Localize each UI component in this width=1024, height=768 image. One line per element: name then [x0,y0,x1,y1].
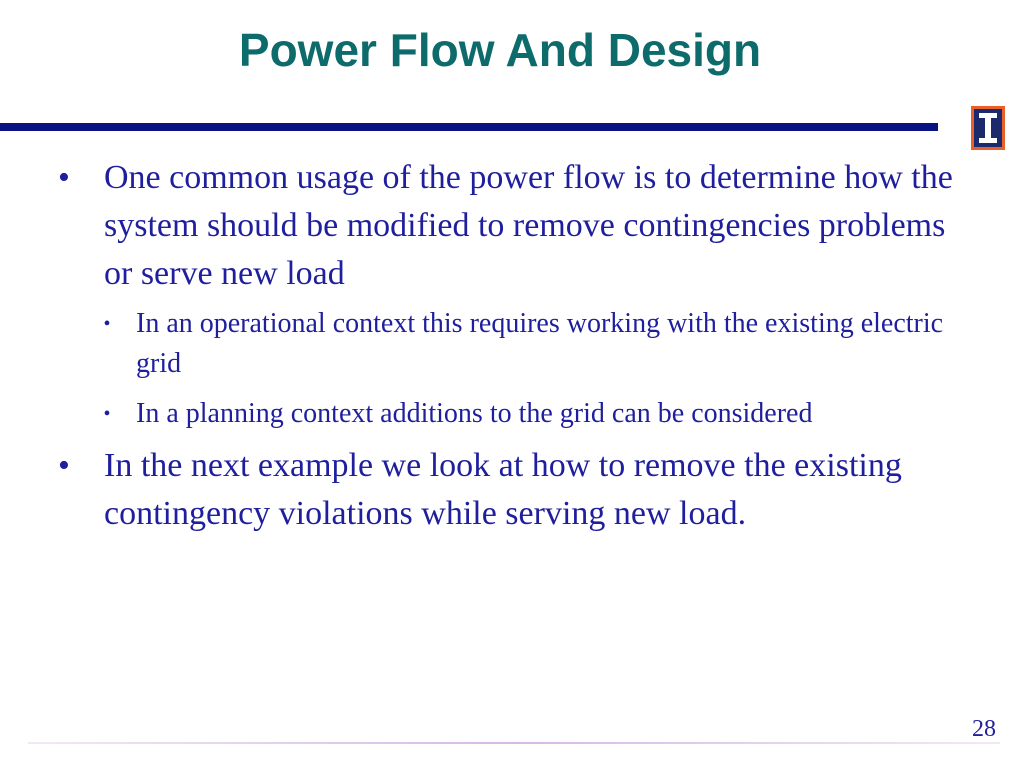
sub-bullet-dot: • [103,313,111,335]
sub-bullet-item [54,394,974,434]
title-divider [0,123,938,131]
sub-bullet-text: In a planning context additions to the grid can be considered [136,398,813,429]
bullet-item [54,154,974,298]
bullet-text: One common usage of the power flow is to determine how the system should be modified to remove contingencies problems or serve new load [104,159,953,292]
bullet-dot: • [58,159,70,196]
bullet-item [54,442,974,538]
slide-title: Power Flow And Design [238,24,762,76]
page-number: 28 [972,716,996,742]
sub-bullet-item [54,304,974,384]
university-logo-icon [971,106,1005,150]
bullet-dot: • [58,447,70,484]
bullet-text: In the next example we look at how to remove the existing contingency violations while serving new load. [104,447,902,532]
slide-content [54,154,974,538]
sub-bullet-text: In an operational context this requires working with the existing electric grid [136,308,944,379]
sub-bullet-dot: • [103,403,111,425]
footer-divider [28,742,1000,744]
